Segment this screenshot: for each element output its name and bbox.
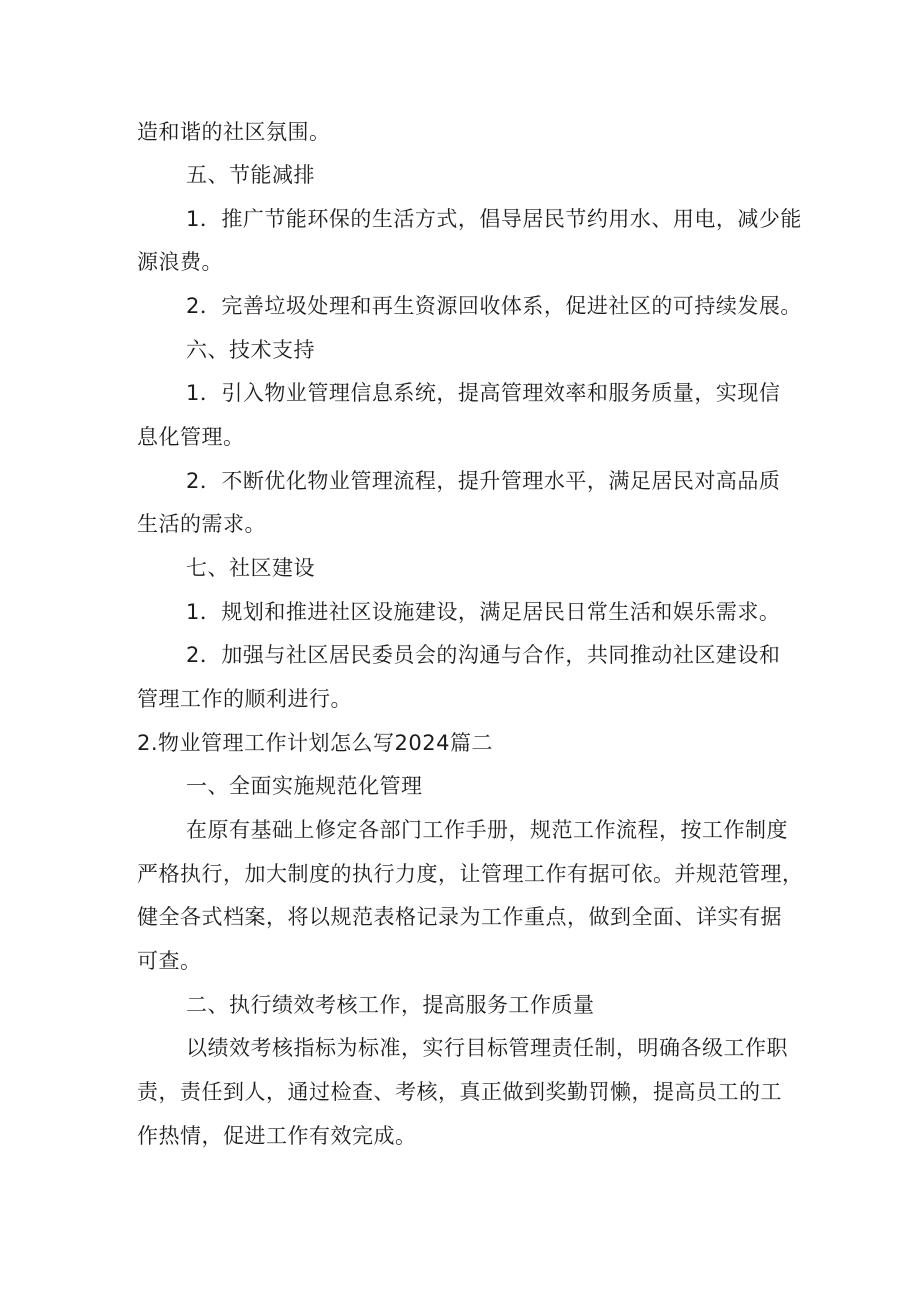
text-line: 责，责任到人，通过检查、考核，真正做到奖勤罚懒，提高员工的工: [137, 1080, 782, 1104]
text-line: 作热情，促进工作有效完成。: [137, 1124, 417, 1148]
text-line: 1．推广节能环保的生活方式，倡导居民节约用水、用电，减少能: [186, 207, 802, 231]
text-line: 源浪费。: [137, 250, 223, 274]
section-heading-tech-support: 六、技术支持: [186, 338, 315, 362]
article-heading: 2.物业管理工作计划怎么写2024篇二: [137, 731, 493, 755]
section-heading-performance: 二、执行绩效考核工作，提高服务工作质量: [186, 993, 595, 1017]
text-line: 生活的需求。: [137, 512, 266, 536]
text-line: 造和谐的社区氛围。: [137, 120, 331, 144]
section-heading-community: 七、社区建设: [186, 556, 315, 580]
text-line: 2．不断优化物业管理流程，提升管理水平，满足居民对高品质: [186, 469, 781, 493]
text-line: 管理工作的顺利进行。: [137, 687, 352, 711]
text-line: 1．规划和推进社区设施建设，满足居民日常生活和娱乐需求。: [186, 600, 781, 624]
text-line: 息化管理。: [137, 425, 245, 449]
section-heading-standardization: 一、全面实施规范化管理: [186, 774, 423, 798]
text-line: 2．完善垃圾处理和再生资源回收体系，促进社区的可持续发展。: [186, 294, 802, 318]
text-line: 以绩效考核指标为标准，实行目标管理责任制，明确各级工作职: [186, 1036, 788, 1060]
text-line: 严格执行，加大制度的执行力度，让管理工作有据可依。并规范管理，: [137, 862, 804, 886]
text-line: 健全各式档案，将以规范表格记录为工作重点，做到全面、详实有据: [137, 905, 782, 929]
text-line: 在原有基础上修定各部门工作手册，规范工作流程，按工作制度: [186, 818, 788, 842]
text-line: 1．引入物业管理信息系统，提高管理效率和服务质量，实现信: [186, 381, 781, 405]
text-line: 2．加强与社区居民委员会的沟通与合作，共同推动社区建设和: [186, 643, 781, 667]
section-heading-energy-saving: 五、节能减排: [186, 163, 315, 187]
text-line: 可查。: [137, 949, 202, 973]
